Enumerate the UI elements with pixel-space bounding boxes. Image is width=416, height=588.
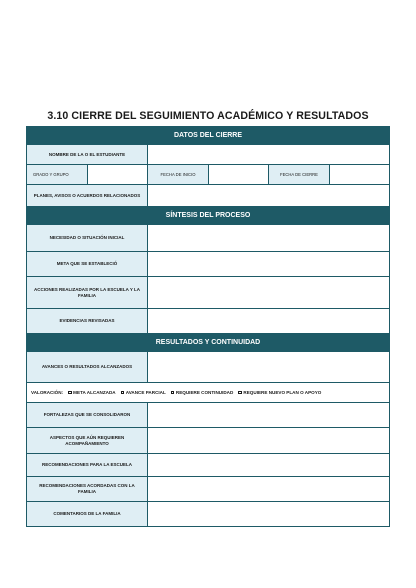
row-necesidad xyxy=(27,225,389,252)
section-header-datos: DATOS DEL CIERRE xyxy=(27,127,389,145)
checkbox-icon[interactable] xyxy=(68,391,72,395)
field-acciones[interactable] xyxy=(148,277,389,308)
label-fecha-inicio: FECHA DE INICIO xyxy=(148,165,209,184)
field-aspectos[interactable] xyxy=(148,428,389,453)
row-fortalezas xyxy=(27,403,389,428)
field-evidencias[interactable] xyxy=(148,309,389,333)
row-meta xyxy=(27,252,389,277)
field-fortalezas[interactable] xyxy=(148,403,389,427)
field-recom-escuela[interactable] xyxy=(148,454,389,476)
row-valoracion xyxy=(27,383,389,403)
option-meta-alcanzada[interactable]: META ALCANZADA xyxy=(68,390,116,395)
label-recom-familia: RECOMENDACIONES ACORDADAS CON LA FAMILIA xyxy=(27,477,148,501)
section-header-resultados: RESULTADOS Y CONTINUIDAD xyxy=(27,334,389,352)
field-recom-familia[interactable] xyxy=(148,477,389,501)
label-grado: GRADO Y GRUPO xyxy=(27,165,88,184)
row-evidencias xyxy=(27,309,389,334)
field-planes[interactable] xyxy=(148,185,389,206)
option-requiere-continuidad[interactable]: REQUIERE CONTINUIDAD xyxy=(171,390,234,395)
option-requiere-nuevo-plan[interactable]: REQUIERE NUEVO PLAN O APOYO xyxy=(238,390,321,395)
row-planes xyxy=(27,185,389,207)
checkbox-icon[interactable] xyxy=(171,391,175,395)
row-comentarios xyxy=(27,502,389,526)
option-avance-parcial[interactable]: AVANCE PARCIAL xyxy=(121,390,166,395)
page-title: 3.10 CIERRE DEL SEGUIMIENTO ACADÉMICO Y RESULTADOS xyxy=(47,110,369,122)
field-grado[interactable] xyxy=(88,165,148,184)
field-fecha-cierre[interactable] xyxy=(330,165,389,184)
label-necesidad: NECESIDAD O SITUACIÓN INICIAL xyxy=(27,225,148,251)
label-avances: AVANCES O RESULTADOS ALCANZADOS xyxy=(27,352,148,382)
row-acciones xyxy=(27,277,389,309)
label-fecha-cierre: FECHA DE CIERRE xyxy=(269,165,330,184)
field-comentarios[interactable] xyxy=(148,502,389,526)
field-nombre[interactable] xyxy=(148,145,389,164)
label-acciones: ACCIONES REALIZADAS POR LA ESCUELA Y LA FAMILIA xyxy=(27,277,148,308)
checkbox-icon[interactable] xyxy=(238,391,242,395)
label-planes: PLANES, AVISOS O ACUERDOS RELACIONADOS xyxy=(27,185,148,206)
field-necesidad[interactable] xyxy=(148,225,389,251)
row-aspectos xyxy=(27,428,389,454)
row-avances xyxy=(27,352,389,383)
label-fortalezas: FORTALEZAS QUE SE CONSOLIDARON xyxy=(27,403,148,427)
closure-form xyxy=(26,126,390,527)
row-grado-fechas xyxy=(27,165,389,185)
label-nombre: NOMBRE DE LA O EL ESTUDIANTE xyxy=(27,145,148,164)
label-recom-escuela: RECOMENDACIONES PARA LA ESCUELA xyxy=(27,454,148,476)
field-avances[interactable] xyxy=(148,352,389,382)
label-evidencias: EVIDENCIAS REVISADAS xyxy=(27,309,148,333)
section-header-sintesis: SÍNTESIS DEL PROCESO xyxy=(27,207,389,225)
label-comentarios: COMENTARIOS DE LA FAMILIA xyxy=(27,502,148,526)
label-aspectos: ASPECTOS QUE AÚN REQUIEREN ACOMPAÑAMIENTO xyxy=(27,428,148,453)
field-fecha-inicio[interactable] xyxy=(209,165,269,184)
checkbox-icon[interactable] xyxy=(121,391,125,395)
row-recom-familia xyxy=(27,477,389,502)
label-meta: META QUE SE ESTABLECIÓ xyxy=(27,252,148,276)
row-nombre xyxy=(27,145,389,165)
field-meta[interactable] xyxy=(148,252,389,276)
label-valoracion: VALORACIÓN: xyxy=(31,390,64,395)
row-recom-escuela xyxy=(27,454,389,477)
